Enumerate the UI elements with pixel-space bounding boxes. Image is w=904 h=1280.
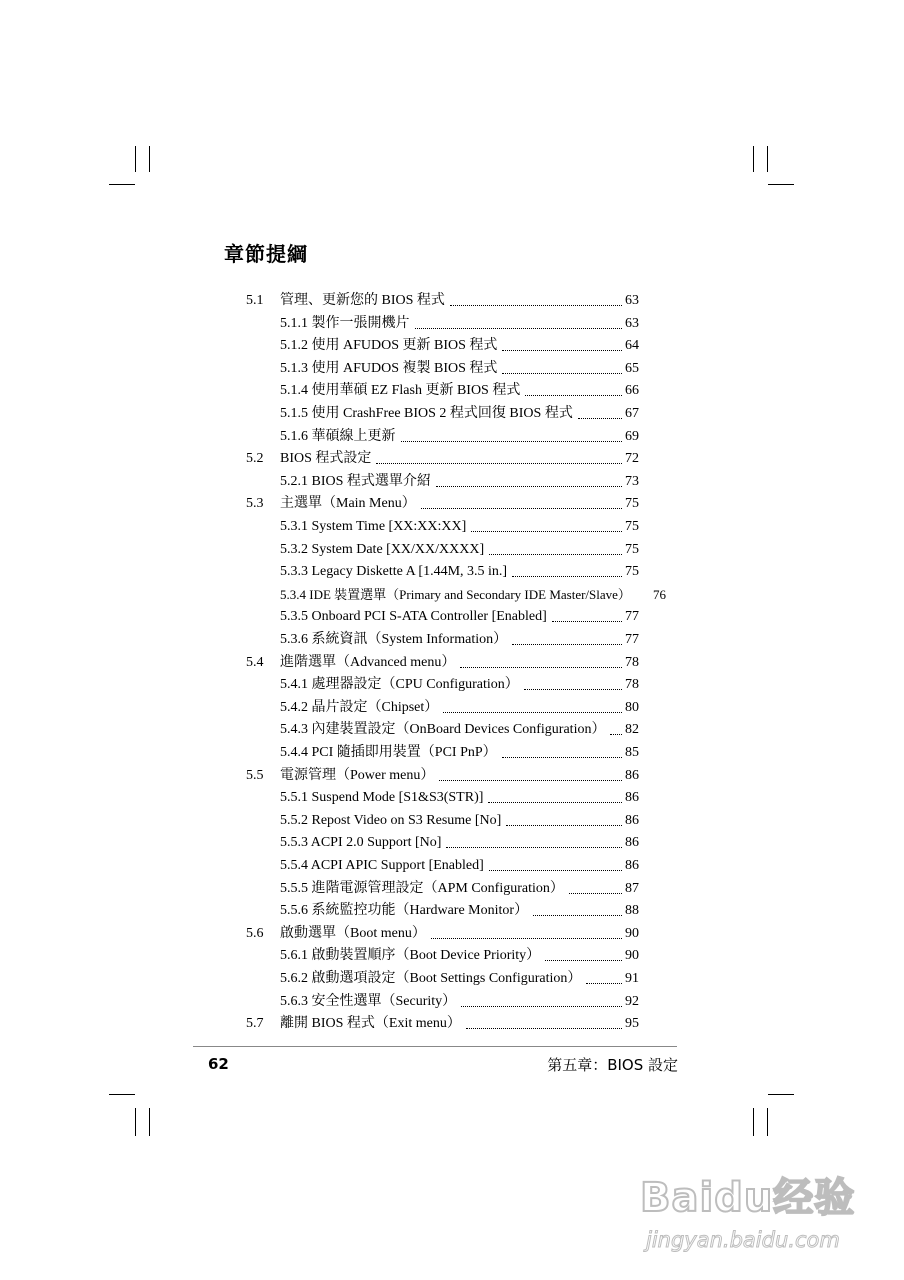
crop-mark <box>135 1108 136 1136</box>
toc-entry <box>246 1011 639 1033</box>
dot-leader <box>446 847 622 848</box>
toc-title: 5.6.3 安全性選單（Security） <box>280 993 457 1009</box>
watermark <box>636 1138 866 1268</box>
dot-leader <box>376 463 622 464</box>
toc-section-number: 5.2 <box>246 451 264 467</box>
toc-title: 5.1.3 使用 AFUDOS 複製 BIOS 程式 <box>280 360 498 376</box>
toc-title: 5.5.6 系統監控功能（Hardware Monitor） <box>280 903 529 919</box>
toc-page-number: 64 <box>625 338 639 354</box>
dot-leader <box>525 395 622 396</box>
toc-page-number: 77 <box>625 632 639 647</box>
toc-title: 5.5.5 進階電源管理設定（APM Configuration） <box>280 880 564 896</box>
toc-entry <box>280 424 639 446</box>
crop-mark <box>135 146 136 172</box>
toc-page-number: 80 <box>625 699 639 715</box>
dot-leader <box>512 644 622 645</box>
dot-leader <box>488 802 622 803</box>
toc-title: 進階選單（Advanced menu） <box>280 654 456 670</box>
toc-page-number: 86 <box>625 767 639 783</box>
toc-title: 5.4.3 內建裝置設定（OnBoard Devices Configuration） <box>280 722 606 738</box>
toc-entry <box>280 627 639 649</box>
crop-mark <box>149 146 150 172</box>
dot-leader <box>506 825 622 826</box>
toc-entry <box>246 288 639 310</box>
toc-title: 5.3.3 Legacy Diskette A [1.44M, 3.5 in.] <box>280 564 508 580</box>
toc-page-number: 86 <box>625 858 639 873</box>
toc-entry <box>280 378 639 400</box>
toc-title: 5.3.6 系統資訊（System Information） <box>280 632 508 647</box>
toc-entry <box>280 537 639 559</box>
toc-page-number: 66 <box>625 383 639 399</box>
crop-mark <box>767 1108 768 1136</box>
toc-entry <box>280 695 639 717</box>
toc-page-number: 86 <box>625 790 639 806</box>
toc-page-number: 63 <box>625 315 639 331</box>
toc-entry <box>280 717 639 739</box>
crop-mark <box>768 1094 794 1095</box>
toc-page-number: 95 <box>625 1016 639 1032</box>
dot-leader <box>439 780 622 781</box>
dot-leader <box>578 418 622 419</box>
dot-leader <box>533 915 622 916</box>
dot-leader <box>502 757 622 758</box>
toc-title: 5.2.1 BIOS 程式選單介紹 <box>280 473 431 489</box>
chapter-label: 第五章：BIOS 設定 <box>547 1056 678 1074</box>
dot-leader <box>466 1028 622 1029</box>
toc-entry <box>280 559 639 581</box>
crop-mark <box>768 184 794 185</box>
toc-page-number: 65 <box>625 360 639 376</box>
toc-entry <box>246 650 639 672</box>
dot-leader <box>460 667 622 668</box>
dot-leader <box>502 350 622 351</box>
dot-leader <box>431 938 622 939</box>
toc-entry <box>280 830 639 852</box>
toc-entry <box>280 401 639 423</box>
toc-page-number: 75 <box>625 541 639 557</box>
toc-title: 5.3.5 Onboard PCI S-ATA Controller [Enabled] <box>280 609 547 625</box>
toc-title: 5.5.4 ACPI APIC Support [Enabled] <box>280 858 484 873</box>
toc-section-number: 5.1 <box>246 293 264 308</box>
toc-entry <box>280 469 639 491</box>
toc-page-number: 85 <box>625 745 639 760</box>
toc-entry <box>280 356 639 378</box>
dot-leader <box>461 1006 622 1007</box>
toc-page-number: 88 <box>625 903 639 919</box>
toc-entry <box>280 989 639 1011</box>
page-number: 62 <box>208 1055 229 1073</box>
toc-title: 離開 BIOS 程式（Exit menu） <box>280 1016 461 1032</box>
toc-entry <box>280 740 639 762</box>
toc-entry <box>280 898 639 920</box>
toc-title: 啟動選單（Boot menu） <box>280 925 426 941</box>
dot-leader <box>421 508 622 509</box>
dot-leader <box>524 689 622 690</box>
toc-page-number: 86 <box>625 835 639 851</box>
toc-page-number: 78 <box>625 677 639 693</box>
page-title: 章節提綱 <box>224 242 308 266</box>
toc-page-number: 73 <box>625 473 639 489</box>
toc-entry <box>280 808 639 830</box>
toc-section-number: 5.6 <box>246 925 264 941</box>
toc-page-number: 82 <box>625 722 639 738</box>
toc-title: 5.1.1 製作一張開機片 <box>280 315 410 331</box>
toc-page-number: 87 <box>625 880 639 896</box>
toc-entry <box>280 853 639 875</box>
dot-leader <box>586 983 622 984</box>
toc-page-number: 75 <box>625 519 639 534</box>
toc-title: 5.5.1 Suspend Mode [S1&S3(STR)] <box>280 790 484 806</box>
toc-entry <box>280 333 639 355</box>
dot-leader <box>489 870 622 871</box>
toc-entry <box>280 876 639 898</box>
crop-mark <box>109 184 135 185</box>
toc-title: 5.4.4 PCI 隨插即用裝置（PCI PnP） <box>280 745 497 760</box>
toc-page-number: 75 <box>625 564 639 580</box>
dot-leader <box>502 373 622 374</box>
toc-page-number: 92 <box>625 993 639 1009</box>
toc-page-number: 63 <box>625 293 639 308</box>
toc-title: 5.6.1 啟動裝置順序（Boot Device Priority） <box>280 948 541 964</box>
crop-mark <box>767 146 768 172</box>
toc-title: 5.3.4 IDE 裝置選單（Primary and Secondary IDE Master/Slave） <box>280 586 631 602</box>
toc-title: 5.1.6 華碩線上更新 <box>280 428 396 444</box>
crop-mark <box>753 1108 754 1136</box>
dot-leader <box>450 305 622 306</box>
toc-title: 5.4.1 處理器設定（CPU Configuration） <box>280 677 519 693</box>
toc-entry <box>280 943 639 965</box>
toc-page-number: 76 <box>653 586 666 602</box>
dot-leader <box>489 554 622 555</box>
toc-title: BIOS 程式設定 <box>280 451 372 467</box>
toc-section-number: 5.5 <box>246 767 264 783</box>
toc-page-number: 75 <box>625 496 639 512</box>
toc-title: 5.6.2 啟動選項設定（Boot Settings Configuration） <box>280 971 582 986</box>
toc-entry <box>280 785 639 807</box>
dot-leader <box>436 486 622 487</box>
toc-page-number: 69 <box>625 428 639 444</box>
dot-leader <box>610 734 622 735</box>
toc-page-number: 67 <box>625 406 639 421</box>
toc-page-number: 77 <box>625 609 639 625</box>
toc-title: 5.1.2 使用 AFUDOS 更新 BIOS 程式 <box>280 338 498 354</box>
dot-leader <box>471 531 622 532</box>
toc-entry <box>280 966 639 988</box>
toc-entry <box>280 604 639 626</box>
toc-page-number: 90 <box>625 925 639 941</box>
toc-page-number: 86 <box>625 812 639 828</box>
toc-title: 主選單（Main Menu） <box>280 496 416 512</box>
toc-title: 電源管理（Power menu） <box>280 767 435 783</box>
dot-leader <box>569 893 622 894</box>
toc-page-number: 78 <box>625 654 639 670</box>
toc-page-number: 91 <box>625 971 639 986</box>
toc-entry <box>280 514 639 536</box>
toc-title: 5.4.2 晶片設定（Chipset） <box>280 699 439 715</box>
dot-leader <box>545 960 622 961</box>
toc-title: 管理、更新您的 BIOS 程式 <box>280 293 445 308</box>
toc-entry <box>280 582 666 604</box>
watermark-url: jingyan.baidu.com <box>646 1228 840 1252</box>
toc-entry <box>246 763 639 785</box>
dot-leader <box>443 712 622 713</box>
toc-title: 5.5.3 ACPI 2.0 Support [No] <box>280 835 442 851</box>
toc-entry <box>246 491 639 513</box>
dot-leader <box>552 621 622 622</box>
toc-section-number: 5.7 <box>246 1016 264 1032</box>
watermark-logo: Baidu经验 <box>640 1175 856 1221</box>
crop-mark <box>149 1108 150 1136</box>
dot-leader <box>415 328 623 329</box>
toc-title: 5.1.4 使用華碩 EZ Flash 更新 BIOS 程式 <box>280 383 521 399</box>
toc-title: 5.1.5 使用 CrashFree BIOS 2 程式回復 BIOS 程式 <box>280 406 573 421</box>
toc-section-number: 5.4 <box>246 654 264 670</box>
toc-section-number: 5.3 <box>246 496 264 512</box>
toc-entry <box>246 446 639 468</box>
toc-page-number: 72 <box>625 451 639 467</box>
toc-page-number: 90 <box>625 948 639 964</box>
toc-title: 5.3.1 System Time [XX:XX:XX] <box>280 519 467 534</box>
crop-mark <box>753 146 754 172</box>
footer-divider <box>193 1046 677 1047</box>
toc-entry <box>280 672 639 694</box>
toc-entry <box>246 921 639 943</box>
toc-title: 5.3.2 System Date [XX/XX/XXXX] <box>280 541 485 557</box>
dot-leader <box>512 576 622 577</box>
crop-mark <box>109 1094 135 1095</box>
toc-title: 5.5.2 Repost Video on S3 Resume [No] <box>280 812 502 828</box>
toc-entry <box>280 311 639 333</box>
dot-leader <box>401 441 623 442</box>
